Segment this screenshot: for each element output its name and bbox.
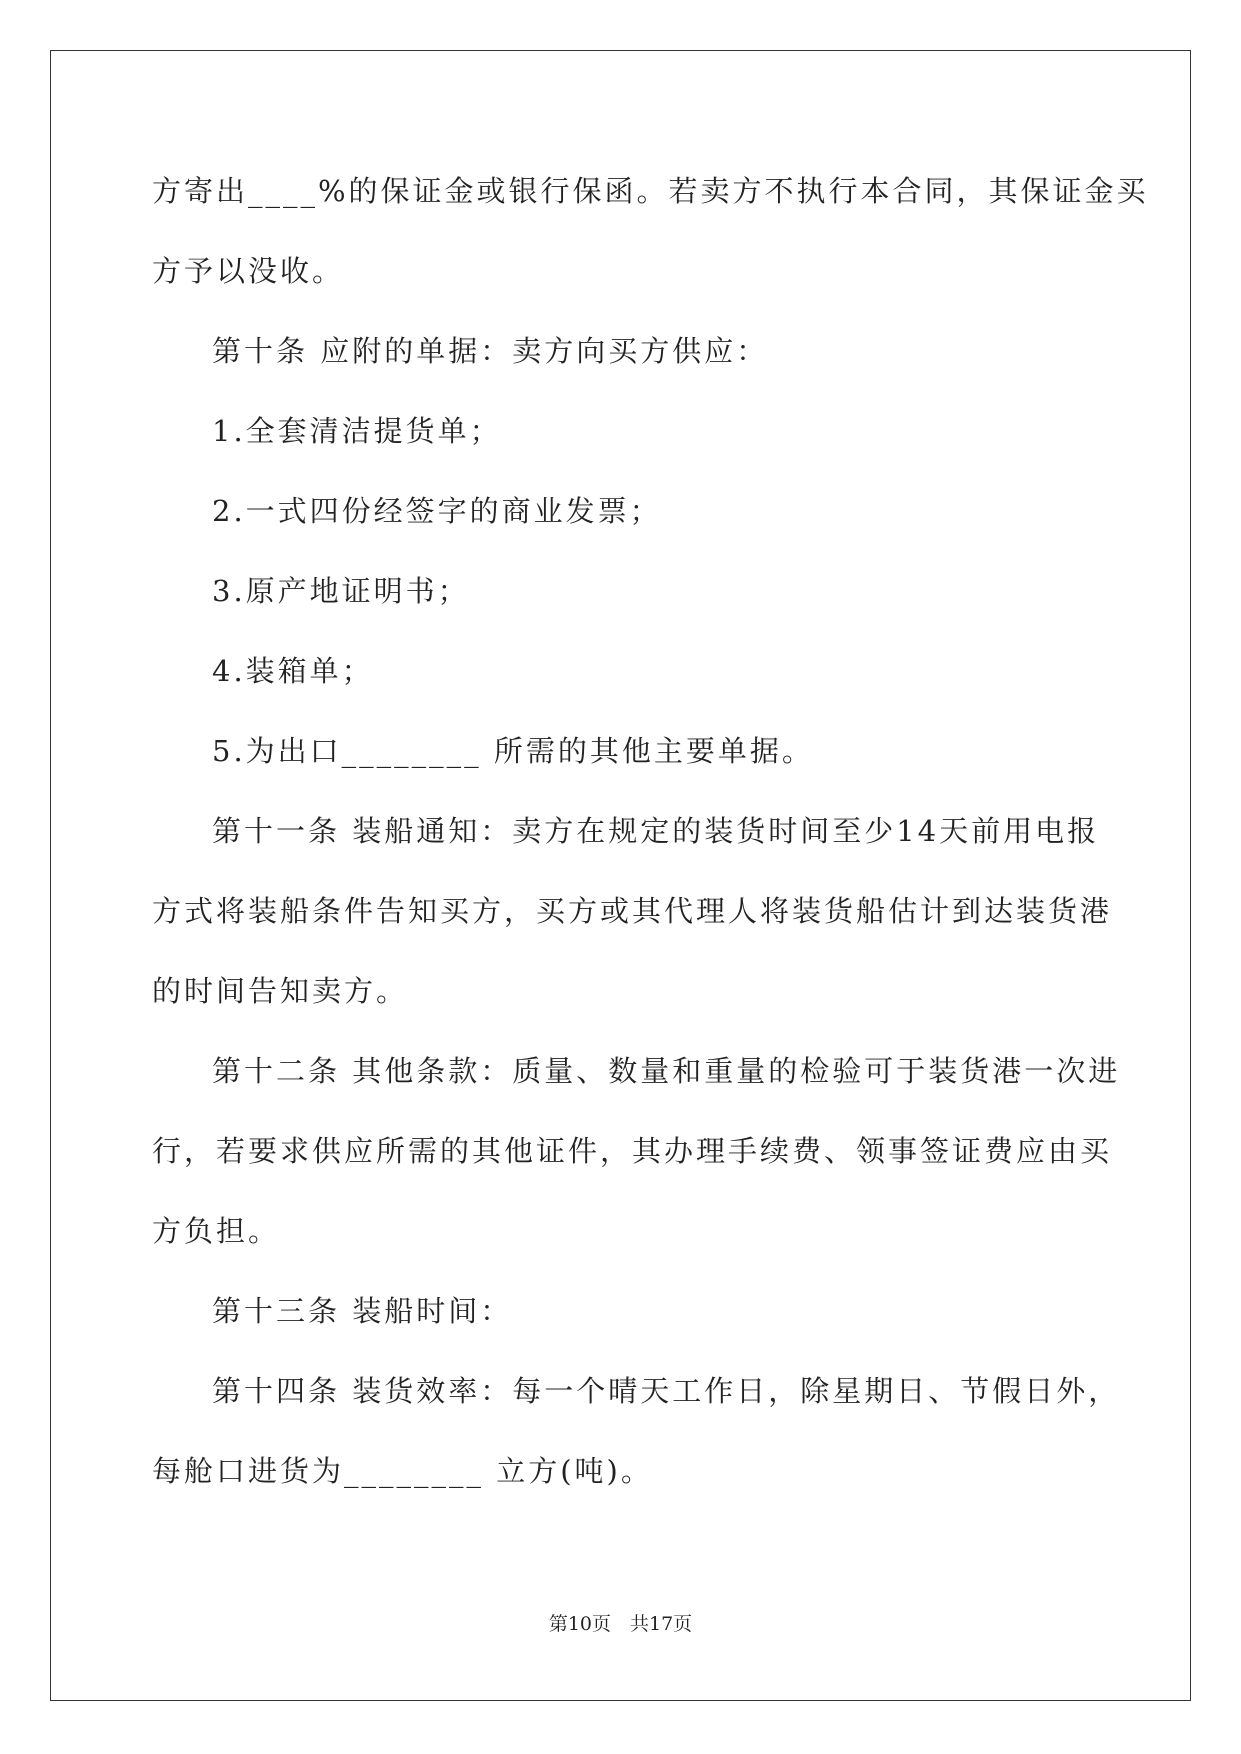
list-item: 1.全套清洁提货单； bbox=[212, 414, 502, 448]
paragraph-line: 的时间告知卖方。 bbox=[152, 974, 409, 1008]
paragraph-line: 每舱口进货为________ 立方(吨)。 bbox=[152, 1454, 653, 1488]
paragraph-line: 方寄出____%的保证金或银行保函。若卖方不执行本合同，其保证金买 bbox=[152, 174, 1149, 208]
paragraph-line: 方负担。 bbox=[152, 1214, 281, 1248]
list-item: 5.为出口________ 所需的其他主要单据。 bbox=[212, 734, 814, 768]
page-number: 第10页 共17页 bbox=[548, 1613, 693, 1635]
list-item: 4.装箱单； bbox=[212, 654, 374, 688]
article-12-line: 第十二条 其他条款：质量、数量和重量的检验可于装货港一次进 bbox=[212, 1054, 1121, 1088]
article-14-line: 第十四条 装货效率：每一个晴天工作日，除星期日、节假日外， bbox=[212, 1374, 1121, 1408]
paragraph-line: 行，若要求供应所需的其他证件，其办理手续费、领事签证费应由买 bbox=[152, 1134, 1113, 1168]
paragraph-line: 方式将装船条件告知买方，买方或其代理人将装货船估计到达装货港 bbox=[152, 894, 1113, 928]
list-item: 2.一式四份经签字的商业发票； bbox=[212, 494, 662, 528]
article-13-line: 第十三条 装船时间： bbox=[212, 1294, 513, 1328]
list-item: 3.原产地证明书； bbox=[212, 574, 470, 608]
article-10-heading: 第十条 应附的单据：卖方向买方供应： bbox=[212, 334, 769, 368]
article-11-line: 第十一条 装船通知：卖方在规定的装货时间至少14天前用电报 bbox=[212, 814, 1100, 848]
paragraph-line: 方予以没收。 bbox=[152, 254, 345, 288]
